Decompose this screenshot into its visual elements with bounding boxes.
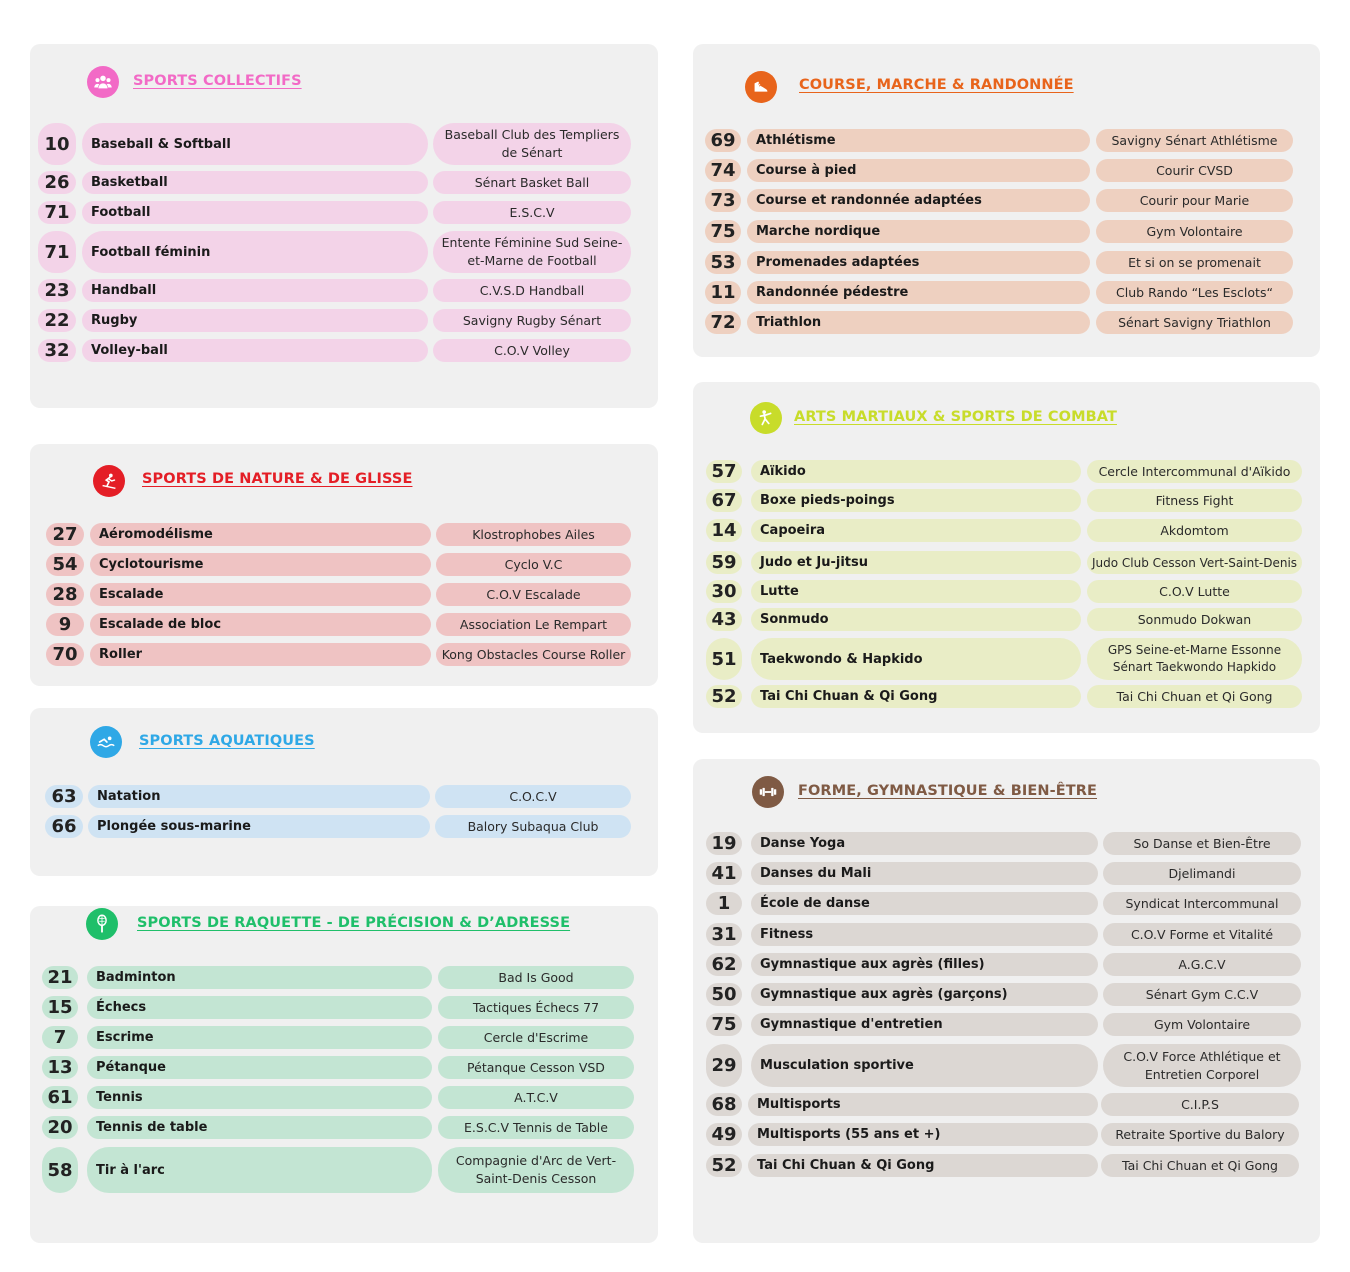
list-item [693,489,1320,512]
sport-number: 61 [42,1086,78,1109]
sport-name: Fitness [751,923,1098,946]
club-name: Akdomtom [1087,519,1302,542]
list-item [693,923,1320,946]
club-name: Entente Féminine Sud Seine-et-Marne de Football [433,231,631,273]
sport-name: Gymnastique aux agrès (garçons) [751,983,1098,1006]
sport-number: 21 [42,966,78,989]
sport-number: 7 [42,1026,78,1049]
club-name: Klostrophobes Ailes [436,523,631,546]
sport-name: Cyclotourisme [90,553,431,576]
sport-number: 66 [45,815,83,838]
racket-icon [86,908,118,940]
card-course-marche [693,44,1320,357]
martial-arts-icon [750,402,782,434]
sport-number: 75 [705,220,741,243]
sport-name: Escalade de bloc [90,613,431,636]
sport-number: 1 [706,892,742,915]
sport-name: École de danse [751,892,1098,915]
sport-number: 29 [706,1044,742,1087]
sport-number: 74 [705,159,741,182]
sport-number: 30 [706,580,742,603]
list-item [30,279,658,302]
sport-name: Échecs [87,996,432,1019]
sport-number: 71 [38,231,76,273]
sport-name: Taekwondo & Hapkido [751,638,1081,680]
list-item [693,1093,1320,1116]
club-name: Tai Chi Chuan et Qi Gong [1101,1154,1299,1177]
club-name: Courir pour Marie [1096,189,1293,212]
club-name: C.O.V Volley [433,339,631,362]
sport-number: 14 [706,519,742,542]
sport-name: Judo et Ju-jitsu [751,551,1081,574]
list-item [30,1116,658,1139]
sport-number: 63 [45,785,83,808]
list-item [30,643,658,666]
section-title: SPORTS AQUATIQUES [139,733,315,749]
club-name: Et si on se promenait [1096,251,1293,274]
list-item [693,1154,1320,1177]
sport-number: 43 [706,608,742,631]
sport-number: 71 [38,201,76,224]
club-name: C.O.C.V [435,785,631,808]
club-name: Sénart Gym C.C.V [1103,983,1301,1006]
club-name: Cercle Intercommunal d'Aïkido [1087,460,1302,483]
club-name: C.I.P.S [1101,1093,1299,1116]
sport-number: 57 [706,460,742,483]
list-item [30,309,658,332]
sport-name: Tennis [87,1086,432,1109]
list-item [693,460,1320,483]
club-name: Sénart Basket Ball [433,171,631,194]
list-item [693,862,1320,885]
sport-name: Escrime [87,1026,432,1049]
card-sports-raquette [30,906,658,1243]
club-name: Tactiques Échecs 77 [438,996,634,1019]
sport-name: Sonmudo [751,608,1081,631]
section-title: SPORTS DE NATURE & DE GLISSE [142,471,413,487]
list-item [30,171,658,194]
list-item [30,123,658,165]
list-item [693,983,1320,1006]
sport-number: 52 [706,685,742,708]
club-name: C.O.V Escalade [436,583,631,606]
sport-number: 10 [38,123,76,165]
sport-number: 28 [46,583,84,606]
sport-name: Danse Yoga [751,832,1098,855]
sport-number: 69 [705,129,741,152]
sport-name: Danses du Mali [751,862,1098,885]
sport-number: 68 [706,1093,742,1116]
list-item [30,1026,658,1049]
list-item [30,339,658,362]
list-item [693,159,1320,182]
list-item [30,201,658,224]
club-name: Savigny Sénart Athlétisme [1096,129,1293,152]
section-title: SPORTS COLLECTIFS [133,73,302,89]
running-shoe-icon [745,71,777,103]
list-item [693,129,1320,152]
list-item [30,815,658,838]
sport-number: 53 [705,251,741,274]
sport-number: 26 [38,171,76,194]
sport-name: Multisports (55 ans et +) [748,1123,1098,1146]
club-name: Kong Obstacles Course Roller [436,643,631,666]
sport-number: 22 [38,309,76,332]
sport-name: Gymnastique aux agrès (filles) [751,953,1098,976]
sport-number: 58 [42,1147,78,1193]
sport-number: 11 [705,281,741,304]
sport-name: Aïkido [751,460,1081,483]
sport-number: 32 [38,339,76,362]
sport-name: Boxe pieds-poings [751,489,1081,512]
list-item [693,608,1320,631]
sport-name: Roller [90,643,431,666]
skier-icon [93,465,125,497]
sport-number: 59 [706,551,742,574]
sport-name: Tennis de table [87,1116,432,1139]
card-forme-gymnastique [693,759,1320,1243]
club-name: Sénart Savigny Triathlon [1096,311,1293,334]
club-name: Compagnie d'Arc de Vert-Saint-Denis Cesson [438,1147,634,1193]
club-name: Savigny Rugby Sénart [433,309,631,332]
list-item [693,953,1320,976]
people-group-icon [87,66,119,98]
list-item [693,281,1320,304]
sport-name: Gymnastique d'entretien [751,1013,1098,1036]
swimmer-icon [90,726,122,758]
list-item [693,311,1320,334]
list-item [693,519,1320,542]
club-name: Courir CVSD [1096,159,1293,182]
sport-name: Course et randonnée adaptées [747,189,1090,212]
club-name: Gym Volontaire [1096,220,1293,243]
list-item [693,251,1320,274]
list-item [30,785,658,808]
club-name: E.S.C.V [433,201,631,224]
list-item [30,523,658,546]
sport-name: Randonnée pédestre [747,281,1090,304]
sport-number: 23 [38,279,76,302]
club-name: Pétanque Cesson VSD [438,1056,634,1079]
sport-name: Tai Chi Chuan & Qi Gong [748,1154,1098,1177]
sport-name: Pétanque [87,1056,432,1079]
card-sports-nature [30,444,658,686]
dumbbell-icon [752,776,784,808]
club-name: Fitness Fight [1087,489,1302,512]
club-name: Gym Volontaire [1103,1013,1301,1036]
sport-number: 49 [706,1123,742,1146]
sport-name: Escalade [90,583,431,606]
club-name: Judo Club Cesson Vert-Saint-Denis [1087,551,1302,574]
sport-number: 20 [42,1116,78,1139]
club-name: Djelimandi [1103,862,1301,885]
club-name: Syndicat Intercommunal [1103,892,1301,915]
list-item [693,1123,1320,1146]
sport-number: 13 [42,1056,78,1079]
card-arts-martiaux [693,382,1320,733]
sport-number: 41 [706,862,742,885]
list-item [30,583,658,606]
list-item [693,832,1320,855]
sport-name: Aéromodélisme [90,523,431,546]
list-item [30,966,658,989]
sport-number: 27 [46,523,84,546]
club-name: E.S.C.V Tennis de Table [438,1116,634,1139]
list-item [693,551,1320,574]
sport-name: Natation [88,785,430,808]
sport-name: Badminton [87,966,432,989]
sport-name: Lutte [751,580,1081,603]
club-name: C.V.S.D Handball [433,279,631,302]
club-name: A.G.C.V [1103,953,1301,976]
sport-number: 52 [706,1154,742,1177]
section-title: SPORTS DE RAQUETTE - DE PRÉCISION & D’ADRESSE [137,915,571,931]
club-name: Sonmudo Dokwan [1087,608,1302,631]
sport-name: Rugby [82,309,428,332]
club-name: C.O.V Force Athlétique et Entretien Corporel [1103,1044,1301,1087]
sport-name: Tir à l'arc [87,1147,432,1193]
club-name: C.O.V Forme et Vitalité [1103,923,1301,946]
sport-name: Course à pied [747,159,1090,182]
sport-number: 9 [46,613,84,636]
club-name: Club Rando “Les Esclots“ [1096,281,1293,304]
sport-name: Football [82,201,428,224]
sport-name: Baseball & Softball [82,123,428,165]
sport-name: Promenades adaptées [747,251,1090,274]
club-name: So Danse et Bien-Être [1103,832,1301,855]
club-name: Retraite Sportive du Balory [1101,1123,1299,1146]
club-name: Cercle d'Escrime [438,1026,634,1049]
sport-name: Triathlon [747,311,1090,334]
sport-name: Handball [82,279,428,302]
sport-number: 19 [706,832,742,855]
club-name: Cyclo V.C [436,553,631,576]
sport-number: 31 [706,923,742,946]
sport-name: Capoeira [751,519,1081,542]
list-item [693,892,1320,915]
sport-number: 72 [705,311,741,334]
list-item [693,1044,1320,1087]
sport-number: 15 [42,996,78,1019]
list-item [693,189,1320,212]
club-name: Bad Is Good [438,966,634,989]
club-name: GPS Seine-et-Marne Essonne Sénart Taekwondo Hapkido [1087,638,1302,680]
club-name: C.O.V Lutte [1087,580,1302,603]
sport-name: Marche nordique [747,220,1090,243]
club-name: Association Le Rempart [436,613,631,636]
section-title: FORME, GYMNASTIQUE & BIEN-ÊTRE [798,783,1098,799]
list-item [30,613,658,636]
sport-number: 51 [706,638,742,680]
sport-number: 70 [46,643,84,666]
sport-number: 54 [46,553,84,576]
sport-name: Musculation sportive [751,1044,1098,1087]
list-item [693,638,1320,680]
club-name: A.T.C.V [438,1086,634,1109]
sport-name: Tai Chi Chuan & Qi Gong [751,685,1081,708]
sport-number: 67 [706,489,742,512]
list-item [693,220,1320,243]
sport-name: Football féminin [82,231,428,273]
sport-number: 73 [705,189,741,212]
list-item [693,685,1320,708]
list-item [693,580,1320,603]
list-item [30,1147,658,1193]
section-title: ARTS MARTIAUX & SPORTS DE COMBAT [794,409,1117,425]
sport-number: 62 [706,953,742,976]
list-item [30,996,658,1019]
club-name: Balory Subaqua Club [435,815,631,838]
list-item [30,1086,658,1109]
list-item [30,553,658,576]
sport-name: Multisports [748,1093,1098,1116]
card-sports-aquatiques [30,708,658,876]
club-name: Tai Chi Chuan et Qi Gong [1087,685,1302,708]
sport-name: Basketball [82,171,428,194]
section-title: COURSE, MARCHE & RANDONNÉE [799,77,1074,93]
card-sports-collectifs [30,44,658,408]
sport-number: 50 [706,983,742,1006]
list-item [30,231,658,273]
list-item [693,1013,1320,1036]
sport-name: Athlétisme [747,129,1090,152]
club-name: Baseball Club des Templiers de Sénart [433,123,631,165]
sport-name: Volley-ball [82,339,428,362]
sport-name: Plongée sous-marine [88,815,430,838]
sport-number: 75 [706,1013,742,1036]
list-item [30,1056,658,1079]
